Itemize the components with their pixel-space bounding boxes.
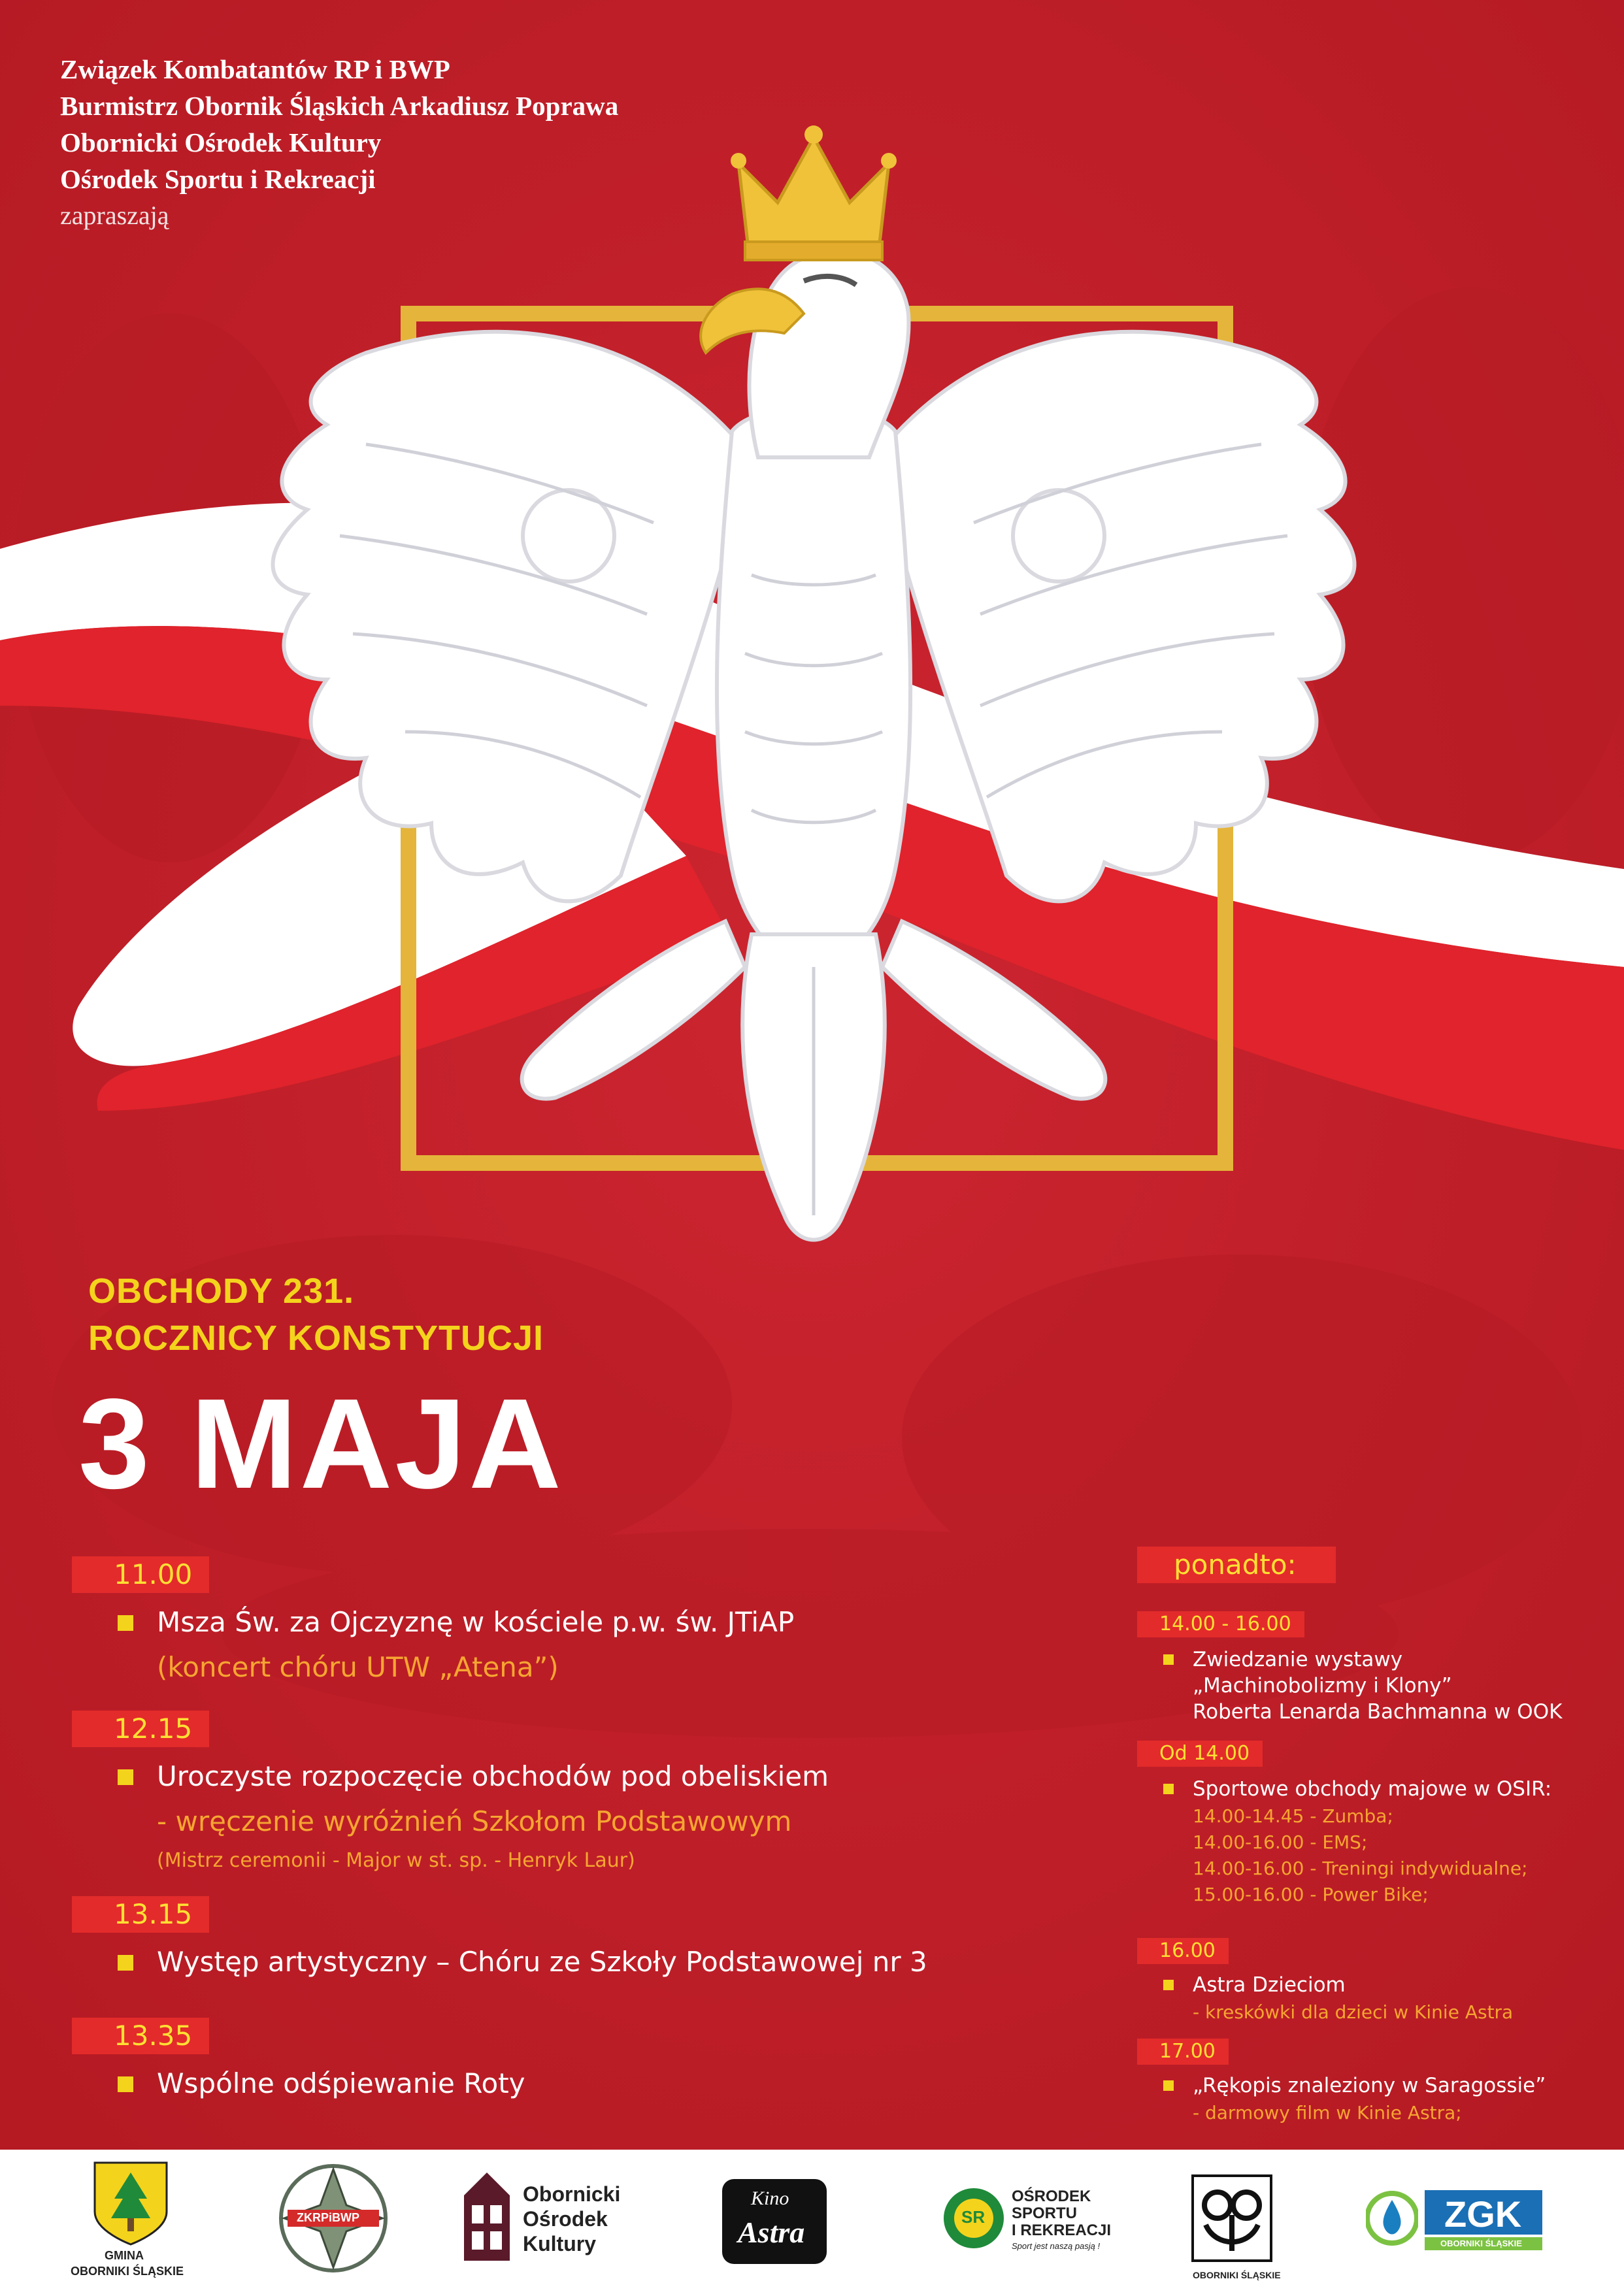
zgk-sub-label: OBORNIKI ŚLĄSKIE <box>1440 2239 1522 2248</box>
schedule-title: Występ artystyczny – Chóru ze Szkoły Podstawowej nr 3 <box>157 1946 927 1978</box>
zkrp-label: ZKRPiBWP <box>297 2211 359 2224</box>
ook-building-icon <box>457 2169 516 2267</box>
extra-sub: 14.00-16.00 - EMS; <box>1193 1831 1368 1853</box>
zkrp-logo <box>274 2150 392 2293</box>
gmina-logo <box>65 2150 196 2293</box>
extra-sub: - kreskówki dla dzieci w Kinie Astra <box>1193 2001 1514 2023</box>
kino-label: Astra <box>738 2216 805 2249</box>
schedule-time: 13.15 <box>72 1896 209 1933</box>
osir-badge-label: SR <box>961 2207 986 2227</box>
ook-label: Ośrodek <box>523 2207 608 2231</box>
extra-time: 17.00 <box>1137 2039 1229 2065</box>
extra-line: „Rękopis znaleziony w Saragossie” <box>1193 2074 1546 2097</box>
extra-sub: 15.00-16.00 - Power Bike; <box>1193 1884 1429 1905</box>
osir-label: OŚRODEK <box>1012 2188 1091 2205</box>
extra-line: Zwiedzanie wystawy <box>1193 1648 1403 1671</box>
ook-logo <box>457 2150 660 2293</box>
organizer-line: Obornicki Ośrodek Kultury <box>60 127 382 157</box>
extra-label: ponadto: <box>1137 1547 1336 1583</box>
extra-sub: 14.00-16.00 - Treningi indywidualne; <box>1193 1858 1528 1879</box>
bullet-icon <box>1163 1784 1174 1794</box>
bullet-icon <box>1163 1654 1174 1665</box>
logo-strip <box>0 2150 1624 2293</box>
owl-crest-icon <box>1186 2169 1278 2267</box>
kino-label: Kino <box>751 2188 789 2209</box>
schedule-time: 11.00 <box>72 1556 209 1593</box>
extra-line: Astra Dzieciom <box>1193 1973 1346 1997</box>
extra-time: Od 14.00 <box>1137 1741 1263 1767</box>
schedule-time: 13.35 <box>72 2018 209 2054</box>
osir-label: I REKREACJI <box>1012 2222 1112 2239</box>
extra-sub: 14.00-14.45 - Zumba; <box>1193 1805 1393 1827</box>
oborniki-label: OBORNIKI ŚLĄSKIE <box>1193 2270 1281 2280</box>
bullet-icon <box>1163 1980 1174 1990</box>
extra-time: 14.00 - 16.00 <box>1137 1611 1304 1637</box>
schedule-title: Wspólne odśpiewanie Roty <box>157 2067 525 2099</box>
bullet-icon <box>118 1615 133 1631</box>
schedule-title: Uroczyste rozpoczęcie obchodów pod obeliskiem <box>157 1760 829 1792</box>
extra-line: Roberta Lenarda Bachmanna w OOK <box>1193 1700 1563 1724</box>
bullet-icon <box>118 1769 133 1785</box>
gmina-label: OBORNIKI ŚLĄSKIE <box>71 2265 184 2278</box>
bullet-icon <box>118 1955 133 1971</box>
headline-line-1: OBCHODY 231. <box>88 1271 355 1311</box>
zgk-logo <box>1366 2150 1549 2293</box>
headline-date: 3 MAJA <box>78 1372 564 1515</box>
invite-text: zapraszają <box>60 201 169 230</box>
organizer-line: Związek Kombatantów RP i BWP <box>60 54 450 84</box>
schedule-sub: (koncert chóru UTW „Atena”) <box>157 1651 559 1683</box>
organizer-line: Burmistrz Obornik Śląskich Arkadiusz Poprawa <box>60 91 619 121</box>
extra-line: „Machinobolizmy i Klony” <box>1193 1674 1452 1697</box>
osir-logo <box>941 2150 1111 2293</box>
ook-label: Obornicki <box>523 2182 621 2206</box>
bullet-icon <box>1163 2080 1174 2091</box>
emblem-graphic <box>0 118 1624 1359</box>
extra-time: 16.00 <box>1137 1938 1229 1964</box>
osir-tagline: Sport jest naszą pasją ! <box>1012 2241 1101 2251</box>
oborniki-logo <box>1186 2150 1281 2293</box>
gold-crown-icon <box>731 125 897 260</box>
extra-line: Sportowe obchody majowe w OSIR: <box>1193 1777 1552 1801</box>
headline <box>88 1268 544 1362</box>
ook-label: Kultury <box>523 2232 596 2255</box>
headline-line-2: ROCZNICY KONSTYTUCJI <box>88 1319 544 1358</box>
zgk-label: ZGK <box>1444 2193 1522 2235</box>
bullet-icon <box>118 2076 133 2092</box>
zgk-drop-icon <box>1366 2186 1418 2251</box>
osir-label: SPORTU <box>1012 2205 1078 2222</box>
gmina-label: GMINA <box>105 2249 144 2262</box>
kino-astra-logo <box>722 2150 827 2293</box>
extra-sub: - darmowy film w Kinie Astra; <box>1193 2102 1462 2124</box>
gmina-crest-icon <box>65 2150 196 2248</box>
schedule-sub: - wręczenie wyróżnień Szkołom Podstawowym <box>157 1805 792 1837</box>
schedule-sub-note: (Mistrz ceremonii - Major w st. sp. - Henryk Laur) <box>157 1849 635 1872</box>
schedule-time: 12.15 <box>72 1711 209 1747</box>
schedule-title: Msza Św. za Ojczyznę w kościele p.w. św. JTiAP <box>157 1606 795 1638</box>
organizer-line: Ośrodek Sportu i Rekreacji <box>60 164 376 194</box>
